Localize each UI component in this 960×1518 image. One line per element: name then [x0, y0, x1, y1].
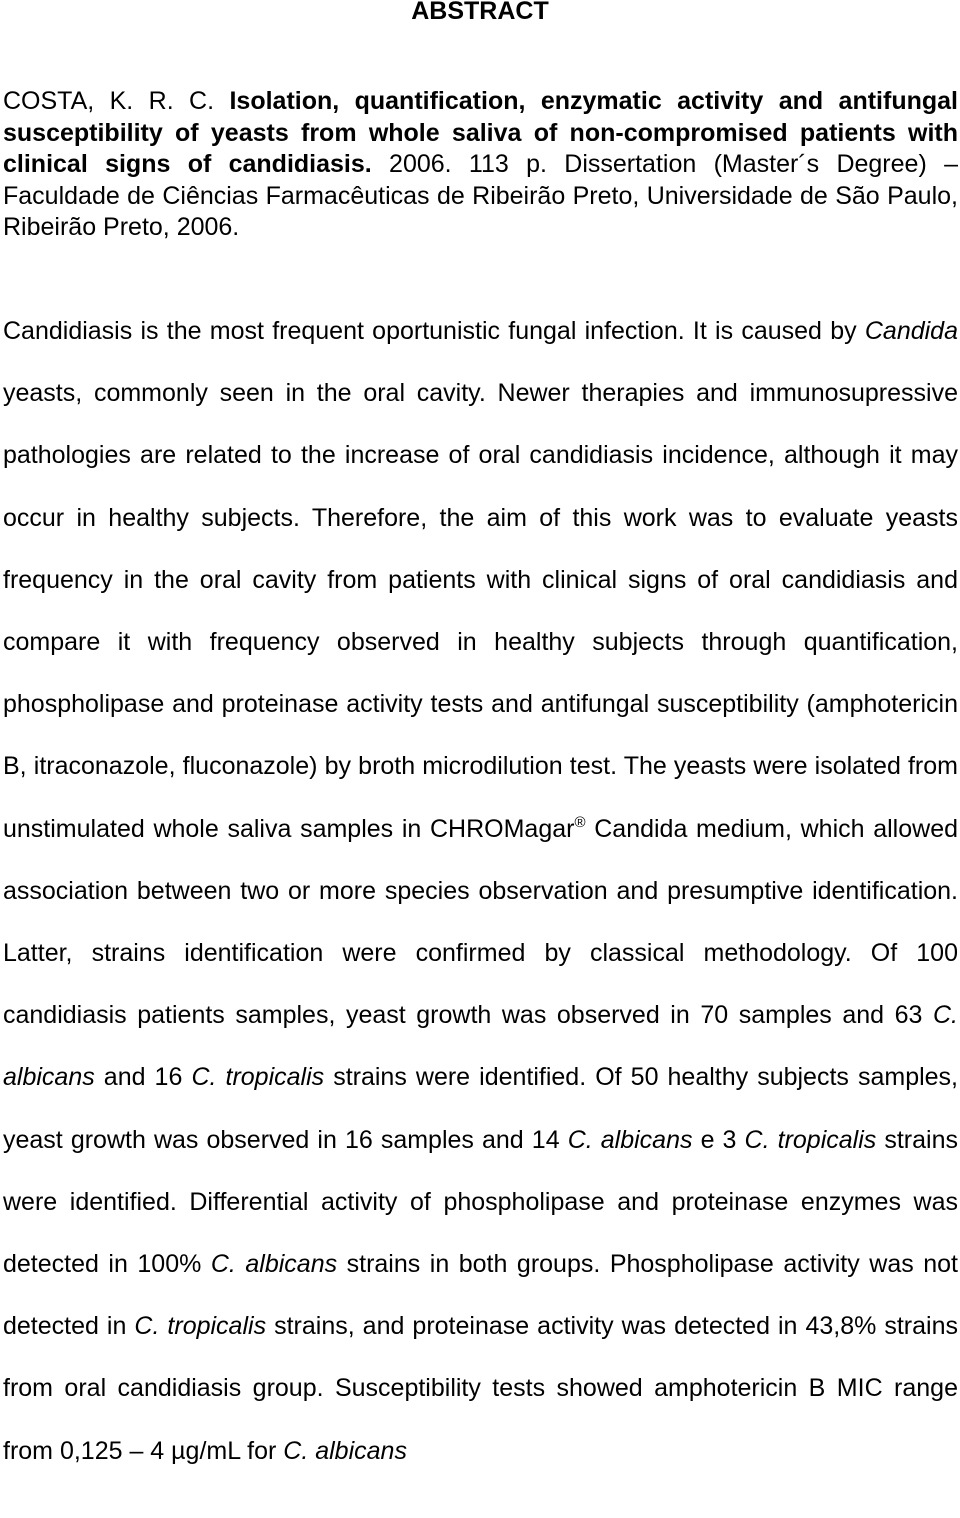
species-name: C. tropicalis: [191, 1063, 325, 1092]
citation-details: 2006. 113 p. Dissertation (Master´s Degree) – Faculdade de Ciências Farmacêuticas de Ribeirão Preto, Universidade de São Paulo, Ribeirão Preto, 2006.: [3, 150, 958, 241]
species-name: C. albicans: [567, 1125, 693, 1154]
body-text: Candidiasis is the most frequent oportunistic fungal infection. It is caused by: [3, 317, 865, 345]
body-text: strains were identified. Of 50 healthy subjects samples, yeast growth was observed in 16 samples and 14: [3, 1063, 959, 1154]
body-text: and 16: [94, 1063, 192, 1092]
body-text: e 3: [692, 1125, 745, 1154]
body-text: strains, and proteinase activity was detected in 43,8% strains from oral candidiasis group. Susceptibility tests showed amphotericin B MIC range from 0,125 – 4 µg/mL for: [3, 1312, 958, 1465]
species-name: C. albicans: [3, 1001, 958, 1092]
citation-paragraph: [3, 86, 958, 244]
citation-title: Isolation, quantification, enzymatic activity and antifungal susceptibility of yeasts from whole saliva of non-compromised patients with clinical signs of candidiasis.: [3, 87, 958, 178]
citation-authors: COSTA, K. R. C.: [3, 87, 230, 115]
registered-mark: ®: [574, 813, 586, 831]
species-name: C. albicans: [210, 1250, 338, 1279]
abstract-heading: ABSTRACT: [411, 0, 549, 25]
species-name: Candida: [864, 317, 958, 345]
body-text: yeasts, commonly seen in the oral cavity. Newer therapies and immunosupressive pathologies are related to the increase of oral candidiasis incidence, although it may occur in healthy subjects. Therefore, the aim of this work was to evaluate yeasts frequency in the oral cavity from patients with clinical signs of oral candidiasis and compare it with frequency observed in healthy subjects through quantification, phospholipase and proteinase activity tests and antifungal susceptibility (amphotericin B, itraconazole, fluconazole) by broth microdilution test. The yeasts were isolated from unstimulated whole saliva samples in CHROMagar: [3, 379, 958, 843]
body-text: strains in both groups. Phospholipase activity was not detected in: [3, 1250, 958, 1341]
body-text: Candida medium, which allowed association between two or more species observation and presumptive identification. Latter, strains identification were confirmed by classical methodology. Of 100 candidiasis patients samples, yeast growth was observed in 70 samples and 63: [3, 814, 959, 1030]
species-name: C. tropicalis: [134, 1312, 267, 1341]
body-text: strains were identified. Differential activity of phospholipase and proteinase enzymes was detected in 100%: [3, 1125, 958, 1279]
species-name: C. albicans: [283, 1436, 407, 1465]
species-name: C. tropicalis: [744, 1125, 877, 1154]
abstract-body-paragraph: [3, 300, 958, 1482]
